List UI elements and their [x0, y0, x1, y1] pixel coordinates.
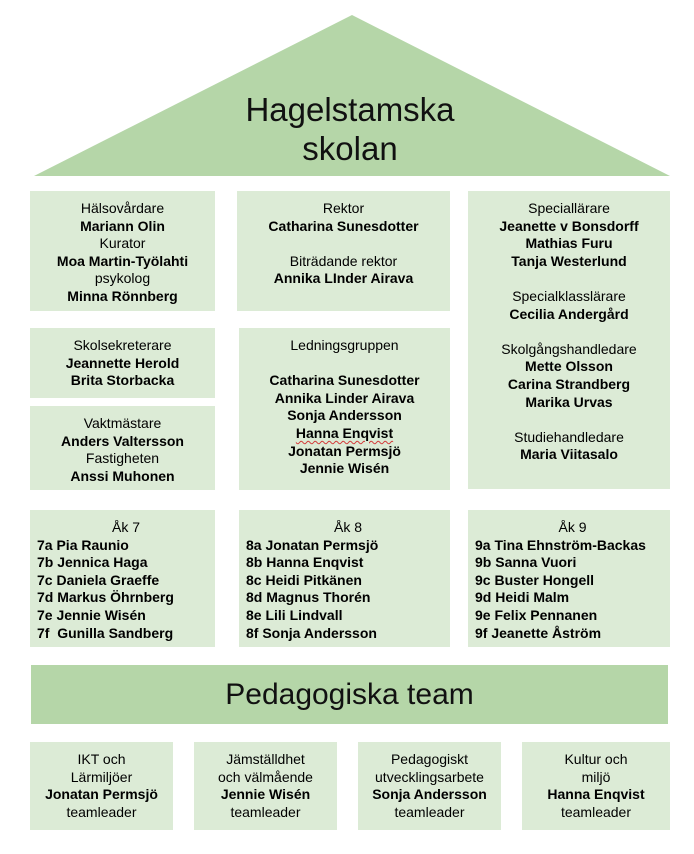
- team-box-development: [358, 742, 501, 830]
- staff-name: Marika Urvas: [525, 393, 613, 410]
- janitor-box: [30, 406, 215, 490]
- staff-name: Jennie Wisén: [299, 460, 390, 477]
- staff-name: Annika Linder Airava: [274, 389, 415, 406]
- staff-name: Anssi Muhonen: [70, 467, 175, 484]
- class-teacher: 7d Markus Öhrnberg: [37, 589, 174, 606]
- pedagogical-teams-banner: Pedagogiska team: [31, 665, 668, 724]
- class-teacher: 7b Jennica Haga: [37, 554, 148, 571]
- class-teacher: 8f Sonja Andersson: [246, 624, 377, 641]
- team-name-line: Kultur och: [564, 751, 628, 767]
- health-staff-box: [30, 191, 215, 311]
- secretary-box: [30, 328, 215, 398]
- class-teacher: 9f Jeanette Åström: [475, 624, 602, 641]
- class-teacher: 9c Buster Hongell: [475, 571, 595, 588]
- staff-name: Maria Viitasalo: [520, 446, 618, 463]
- staff-name: Mariann Olin: [80, 217, 165, 234]
- team-leader-role: teamleader: [66, 803, 137, 820]
- staff-name: Annika LInder Airava: [273, 270, 414, 287]
- team-box-ikt: [30, 742, 173, 830]
- staff-name: Carina Strandberg: [507, 375, 631, 392]
- team-leader-name: Jennie Wisén: [220, 786, 311, 803]
- staff-name: Mette Olsson: [525, 358, 613, 375]
- role-label: psykolog: [94, 270, 151, 287]
- class-teacher: 7f Gunilla Sandberg: [37, 624, 174, 641]
- class-teacher: 9e Felix Pennanen: [475, 606, 598, 623]
- grade-title: Åk 7: [111, 519, 140, 535]
- grade-8-box: [239, 510, 450, 647]
- team-leader-name: Hanna Enqvist: [547, 786, 645, 803]
- team-name-line: Jämställdhet: [226, 751, 305, 767]
- staff-name: Minna Rönnberg: [67, 287, 178, 304]
- class-teacher: 7e Jennie Wisén: [37, 606, 146, 623]
- team-leader-name: Sonja Andersson: [372, 786, 487, 803]
- role-label: Skolgångshandledare: [501, 340, 637, 357]
- team-box-culture: [522, 742, 670, 830]
- staff-name: Mathias Furu: [525, 235, 613, 252]
- role-label: Vaktmästare: [83, 415, 162, 431]
- team-name-line: utvecklingsarbete: [375, 768, 484, 785]
- team-name-line: Lärmiljöer: [70, 768, 133, 785]
- staff-name: Catharina Sunesdotter: [268, 217, 419, 234]
- team-box-equality: [194, 742, 337, 830]
- class-teacher: 8d Magnus Thorén: [246, 589, 371, 606]
- staff-name: Tanja Westerlund: [511, 252, 627, 269]
- class-teacher: 8c Heidi Pitkänen: [246, 571, 362, 588]
- role-label: Studiehandledare: [514, 428, 624, 445]
- staff-name: Catharina Sunesdotter: [269, 372, 420, 389]
- role-label: Hälsovårdare: [80, 200, 165, 216]
- class-teacher: 7c Daniela Graeffe: [37, 571, 160, 588]
- class-teacher: 8a Jonatan Permsjö: [246, 536, 379, 553]
- team-name-line: miljö: [581, 768, 611, 785]
- school-title-line1: Hagelstamska: [245, 91, 455, 128]
- role-label: Fastigheten: [85, 450, 160, 467]
- class-teacher: 7a Pia Raunio: [37, 536, 129, 553]
- grade-9-box: [468, 510, 670, 647]
- group-title: Ledningsgruppen: [290, 337, 399, 353]
- spellcheck-mark: Hanna Enqvist: [295, 424, 394, 441]
- role-label: Specialklasslärare: [512, 287, 626, 304]
- special-education-box: [468, 191, 670, 489]
- staff-name: Moa Martin-Työlahti: [56, 252, 189, 269]
- role-label: Kurator: [99, 235, 146, 252]
- team-leader-role: teamleader: [560, 803, 632, 820]
- staff-name: Jeanette v Bonsdorff: [499, 217, 639, 234]
- staff-name: Anders Valtersson: [61, 432, 184, 449]
- class-teacher: 8b Hanna Enqvist: [246, 554, 364, 571]
- class-teacher: 9b Sanna Vuori: [475, 554, 577, 571]
- role-label: Biträdande rektor: [289, 252, 398, 269]
- staff-name: Brita Storbacka: [70, 372, 175, 389]
- team-name-line: IKT och: [77, 751, 126, 767]
- team-leader-role: teamleader: [394, 803, 465, 820]
- team-name-line: och välmående: [218, 768, 313, 785]
- school-title-line2: skolan: [302, 130, 398, 167]
- grade-title: Åk 9: [558, 519, 587, 535]
- role-label: Skolsekreterare: [73, 337, 172, 353]
- role-label: Speciallärare: [528, 200, 610, 216]
- principal-box: [237, 191, 450, 311]
- role-label: Rektor: [322, 200, 365, 216]
- leadership-group-box: [239, 328, 450, 490]
- class-teacher: 9d Heidi Malm: [475, 589, 570, 606]
- staff-name: Jeannette Herold: [65, 354, 180, 371]
- staff-name: [239, 425, 450, 443]
- grade-7-box: [30, 510, 215, 647]
- school-title: [200, 90, 500, 168]
- staff-name: Sonja Andersson: [287, 407, 402, 424]
- team-leader-name: Jonatan Permsjö: [45, 786, 158, 803]
- team-name-line: Pedagogiskt: [390, 751, 469, 767]
- class-teacher: 8e Lili Lindvall: [246, 606, 343, 623]
- staff-name: Cecilia Andergård: [509, 305, 629, 322]
- grade-title: Åk 8: [333, 519, 362, 535]
- team-leader-role: teamleader: [230, 803, 301, 820]
- class-teacher: 9a Tina Ehnström-Backas: [475, 536, 646, 553]
- staff-name: Jonatan Permsjö: [288, 442, 401, 459]
